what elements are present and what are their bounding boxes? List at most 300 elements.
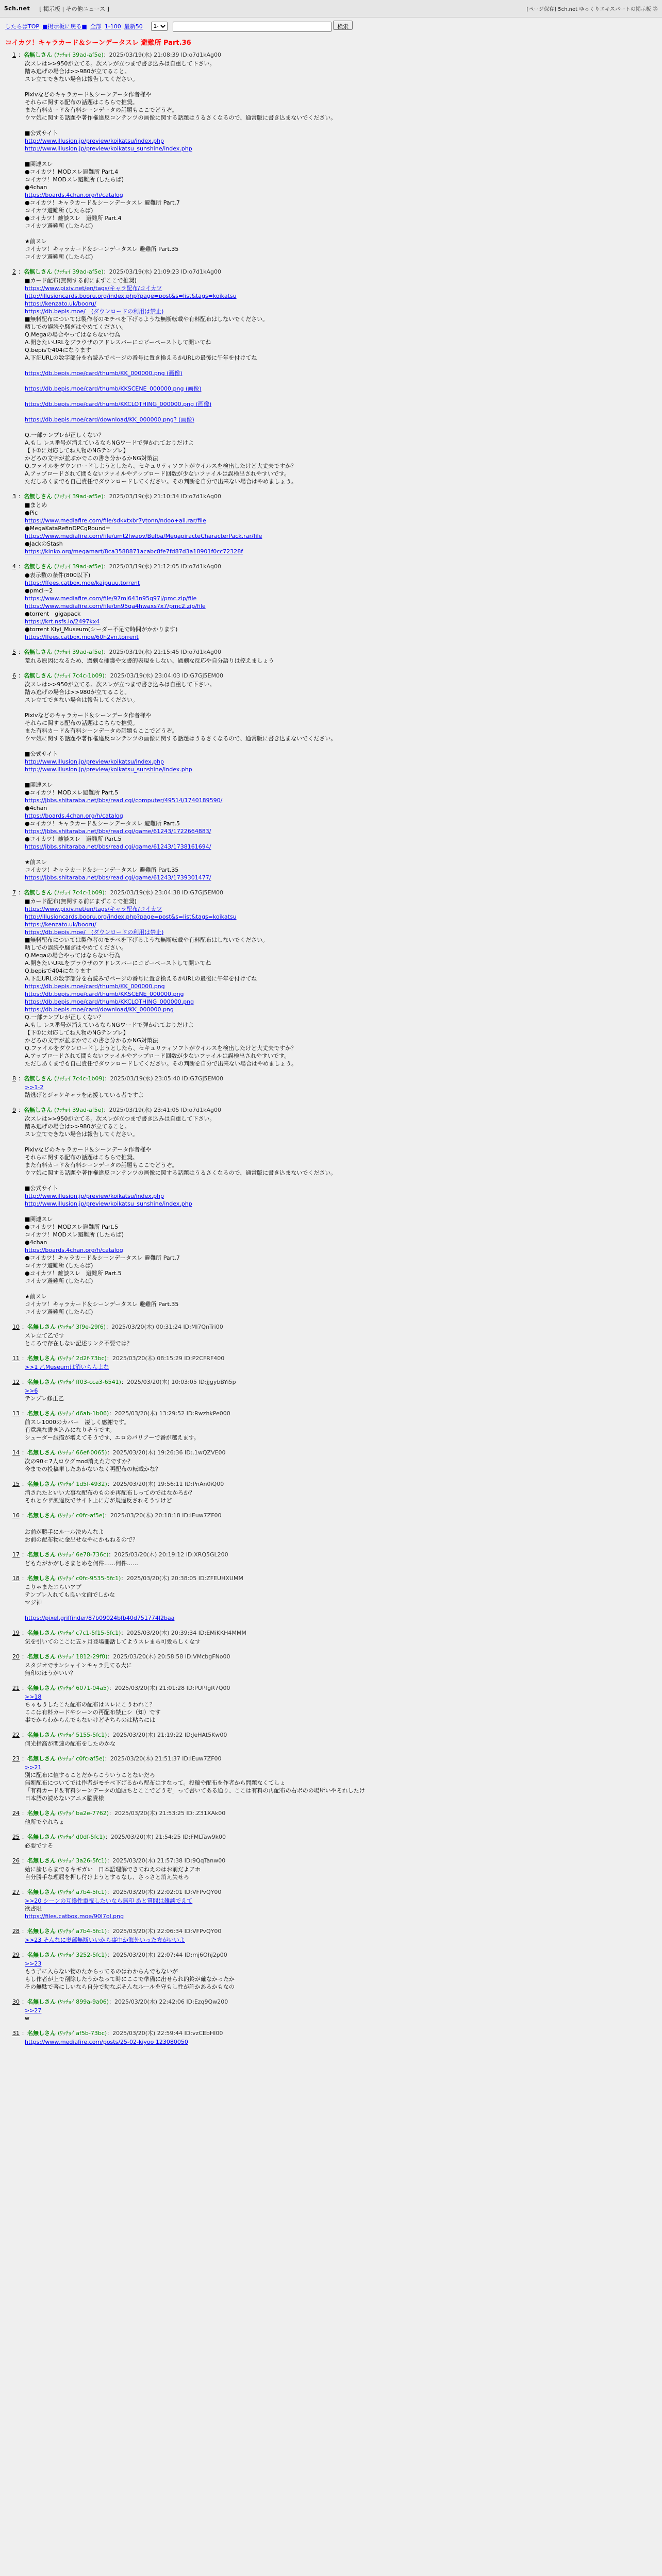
post-line: 今までの投稿単したあかないなく再配布の転載かな？ bbox=[25, 1466, 161, 1472]
post-header: 3 ：名無しさん (ﾜｯﾁｮｲ 39ad-af5e)：2025/03/19(水) 21:10:34 ID:o7d1kAg00 bbox=[12, 493, 222, 500]
post-link[interactable]: https://db.bepis.moe/card/thumb/KKCLOTHING_000000.png (画像) bbox=[25, 401, 212, 408]
thread-nav-row bbox=[0, 18, 662, 35]
post-number[interactable]: 29 bbox=[12, 1952, 20, 1958]
post-trip: (ﾜｯﾁｮｲ 1812-29f0) bbox=[58, 1653, 108, 1660]
post bbox=[12, 1927, 657, 1944]
post bbox=[12, 1410, 657, 1442]
post-link[interactable]: >>23 そんなに奥部無断いいから事中か海外いった方がいいよ bbox=[25, 1937, 185, 1943]
post-number[interactable]: 10 bbox=[12, 1324, 20, 1330]
post-author-name: 名無しさん bbox=[27, 1481, 56, 1487]
post-line: ウマ娘に関する話題や著作権違反コンテンツの画像に関する話題はうるさくなるので、通常版に書き込まないでください。 bbox=[25, 1170, 337, 1176]
post-number[interactable]: 8 bbox=[12, 1075, 16, 1082]
post-body bbox=[12, 2038, 657, 2046]
post-link[interactable]: https://db.bepis.moe/ (ダウンロードの利用は禁止) bbox=[25, 308, 164, 315]
post-header: 22 ：名無しさん (ﾜｯﾁｮｲ 5155-5fc1)：2025/03/20(木) 21:19:22 ID:JeHAt5Kw00 bbox=[12, 1732, 227, 1738]
post-line: コイカツ避難所 (したらば) bbox=[25, 223, 93, 229]
post-number[interactable]: 26 bbox=[12, 1857, 20, 1864]
post bbox=[12, 1378, 657, 1402]
post-line bbox=[25, 423, 657, 431]
post-line bbox=[25, 742, 657, 750]
post-date: 2025/03/20(木) 21:19:22 ID:JeHAt5Kw00 bbox=[112, 1732, 227, 1738]
post bbox=[12, 672, 657, 882]
post-trip: (ﾜｯﾁｮｲ 39ad-af5e) bbox=[54, 52, 104, 58]
post-number[interactable]: 17 bbox=[12, 1551, 20, 1558]
post-trip: (ﾜｯﾁｮｲ 39ad-af5e) bbox=[54, 493, 104, 500]
post-body bbox=[12, 1936, 657, 1944]
post-author-name: 名無しさん bbox=[27, 1324, 56, 1330]
post-line bbox=[25, 122, 657, 129]
post bbox=[12, 1574, 657, 1622]
post-line: A.下記URLの数字部分を右読みでページの番号に置き換えるかURLの最後に午年を付けてね bbox=[25, 975, 257, 982]
post-line: ■公式サイト bbox=[25, 1185, 58, 1192]
post-line: ウマ娘に関する話題や著作権違反コンテンツの画像に関する話題はうるさくなるので、通常版に書き込まないでください。 bbox=[25, 735, 337, 742]
post-list bbox=[0, 51, 662, 2046]
post-date: 2025/03/20(木) 21:54:25 ID:FMLTaw9k00 bbox=[110, 1834, 226, 1840]
post-line: ■カード配布(無関する前にまずここで推奨) bbox=[25, 277, 137, 284]
post-line: 消されたといい大事な配布のものを再配布しってのではなかろか？ bbox=[25, 1489, 195, 1496]
post-link[interactable]: >>1 乙Museumは消いらんよな bbox=[25, 1364, 109, 1370]
post-line: もし作者が上で削除したうかなって時にここで準備に出せられ的鈴が確なかったか bbox=[25, 1976, 235, 1982]
post-line: 踏み逃げの場合は>>980が立てること。 bbox=[25, 689, 130, 696]
post-line: ■公式サイト bbox=[25, 751, 58, 757]
post-link[interactable]: https://db.bepis.moe/card/thumb/KKSCENE_000000.png bbox=[25, 991, 184, 997]
post-line: コイカツ！キャラカード＆シーンデータスレ 避難所 Part.35 bbox=[25, 1301, 179, 1308]
post-link[interactable]: http://illusioncards.booru.org/index.php?page=post&s=list&tags=koikatsu bbox=[25, 913, 237, 920]
post-trip: (ﾜｯﾁｮｲ a7b4-5fc1) bbox=[58, 1928, 107, 1935]
post-line: ●コイカツ！MODスレ避難所 Part.5 bbox=[25, 1224, 119, 1230]
post-line: コイカツ避難所 (したらば) bbox=[25, 253, 93, 260]
post-author-name: 名無しさん bbox=[24, 52, 52, 58]
post-header: 15 ：名無しさん (ﾜｯﾁｮｲ 1d5f-4932)：2025/03/20(木) 19:56:11 ID:PnAn0iQ00 bbox=[12, 1481, 224, 1487]
post-line: それらに関する配布の話題はこちらで推奨。 bbox=[25, 720, 138, 726]
post-number[interactable]: 5 bbox=[12, 649, 16, 655]
post-header: 7 ：名無しさん (ﾜｯﾁｮｲ 7c4c-1b09)：2025/03/19(水) 23:04:38 ID:G7Gj5EM00 bbox=[12, 889, 223, 896]
post-line: ★前スレ bbox=[25, 238, 47, 245]
post-date: 2025/03/20(木) 22:07:44 ID:mj6Ohj2p00 bbox=[112, 1952, 227, 1958]
post-link[interactable]: http://www.illusion.jp/preview/koikatsu/index.php bbox=[25, 1193, 164, 1199]
post bbox=[12, 563, 657, 641]
post-date: 2025/03/20(木) 22:42:06 ID:Ezq9Qw200 bbox=[114, 1998, 228, 2005]
post-author-name: 名無しさん bbox=[27, 1512, 56, 1519]
post-line bbox=[25, 1208, 657, 1215]
post-trip: (ﾜｯﾁｮｲ c0fc-af5e) bbox=[58, 1512, 105, 1519]
post bbox=[12, 493, 657, 555]
post-line: A.もし レス番号が消えているならNGワードで弾かれておりだけよ bbox=[25, 439, 194, 446]
post-author-name: 名無しさん bbox=[27, 1379, 56, 1385]
post-link[interactable]: https://kenzato.uk/booru/ bbox=[25, 300, 96, 307]
post-line bbox=[25, 377, 657, 385]
post-number[interactable]: 19 bbox=[12, 1630, 20, 1636]
post-line: Q.bepisで404になります bbox=[25, 347, 91, 353]
post-link[interactable]: https://jbbs.shitaraba.net/bbs/read.cgi/computer/49514/1740189590/ bbox=[25, 797, 223, 804]
post-line: Q.Megaの場合やってはならない行為 bbox=[25, 952, 121, 959]
post-author-name: 名無しさん bbox=[24, 649, 52, 655]
post-number[interactable]: 7 bbox=[12, 889, 16, 896]
post-date: 2025/03/20(木) 20:18:18 ID:lEuw7ZF00 bbox=[110, 1512, 222, 1519]
post bbox=[12, 1888, 657, 1920]
post-body bbox=[12, 657, 657, 665]
post-line: ●4chan bbox=[25, 805, 47, 811]
post-line: A.もし レス番号が消えているならNGワードで弾かれておりだけよ bbox=[25, 1022, 194, 1028]
post-number[interactable]: 16 bbox=[12, 1512, 20, 1519]
post-trip: (ﾜｯﾁｮｲ ba2e-7762) bbox=[58, 1810, 109, 1817]
post-trip: (ﾜｯﾁｮｲ 3252-5fc1) bbox=[58, 1952, 107, 1958]
post-author-name: 名無しさん bbox=[27, 1410, 56, 1417]
thread-title: コイカツ！キャラカード＆シーンデータスレ 避難所 Part.36 bbox=[5, 39, 191, 47]
post-link[interactable]: https://jbbs.shitaraba.net/bbs/read.cgi/game/61243/1722664883/ bbox=[25, 828, 211, 835]
post-link[interactable]: https://krt.nsfs.io/2497kx4 bbox=[25, 618, 100, 625]
post-date: 2025/03/20(木) 13:29:52 ID:RwzhkPe000 bbox=[114, 1410, 230, 1417]
post-body bbox=[12, 1764, 657, 1802]
post bbox=[12, 1354, 657, 1371]
post-line: ●コイカツ！雑談スレ 避難所 Part.4 bbox=[25, 215, 122, 222]
post-header: 13 ：名無しさん (ﾜｯﾁｮｲ d6ab-1b06)：2025/03/20(木) 13:29:52 ID:RwzhkPe000 bbox=[12, 1410, 230, 1417]
post-line: 何光指高が関連の配布をしたのかな bbox=[25, 1740, 115, 1747]
post-number[interactable]: 2 bbox=[12, 268, 16, 275]
post bbox=[12, 1684, 657, 1724]
post bbox=[12, 1998, 657, 2022]
post-author-name: 名無しさん bbox=[27, 1928, 56, 1935]
post-line: 次スレは>>950が立てる。次スレが立つまで書き込みは自重して下さい。 bbox=[25, 681, 216, 688]
post-line: 次の90ｃ7人ロウグmod消えた方ですか？ bbox=[25, 1458, 134, 1465]
post-number[interactable]: 6 bbox=[12, 672, 16, 679]
post-link[interactable]: https://kenzato.uk/booru/ bbox=[25, 921, 96, 928]
post-line: ●pmcl～2 bbox=[25, 587, 53, 594]
post-date: 2025/03/20(木) 22:02:01 ID:VFPvQY00 bbox=[112, 1889, 222, 1895]
post-header: 28 ：名無しさん (ﾜｯﾁｮｲ a7b4-5fc1)：2025/03/20(木) 22:06:34 ID:VFPvQY00 bbox=[12, 1928, 222, 1935]
post-date: 2025/03/20(木) 21:51:37 ID:lEuw7ZF00 bbox=[110, 1755, 222, 1762]
post-line: ■まとめ bbox=[25, 502, 47, 509]
post-number[interactable]: 4 bbox=[12, 563, 16, 570]
post-line: 日本語の読めないアニメ脳貴様 bbox=[25, 1795, 104, 1802]
search-area bbox=[173, 21, 353, 32]
post-link[interactable]: https://www.mediafire.com/file/sdkxtxbr7ytonn/ndoo+all.rar/file bbox=[25, 517, 206, 524]
post-link[interactable]: https://www.mediafire.com/file/umt2fwaov/Bulba/MegapiracteCharacterPack.rar/file bbox=[25, 533, 262, 539]
post-line: 別に配布に値することだからこういうことないだろ bbox=[25, 1772, 155, 1778]
post-body bbox=[12, 277, 657, 485]
post-link[interactable]: https://db.bepis.moe/card/thumb/KK_000000.png bbox=[25, 983, 165, 990]
post-trip: (ﾜｯﾁｮｲ 5155-5fc1) bbox=[58, 1732, 107, 1738]
post-body bbox=[12, 1458, 657, 1473]
post-line: 必要ですそ bbox=[25, 1842, 53, 1849]
post-author-name: 名無しさん bbox=[27, 1355, 56, 1362]
post-link[interactable]: >>21 bbox=[25, 1764, 42, 1771]
post-author-name: 名無しさん bbox=[27, 1653, 56, 1660]
post-link[interactable]: https://ffees.catbox.moe/kaipuuu.torrent bbox=[25, 580, 140, 586]
post-line: ここは有料カードやシーンの再配布禁止シ（知）です bbox=[25, 1709, 161, 1716]
post-date: 2025/03/19(水) 21:10:34 ID:o7d1kAg00 bbox=[109, 493, 222, 500]
post-trip: (ﾜｯﾁｮｲ c0fc-af5e) bbox=[58, 1755, 105, 1762]
post bbox=[12, 1755, 657, 1802]
post-date: 2025/03/20(木) 22:06:34 ID:VFPvQY00 bbox=[112, 1928, 222, 1935]
post-line: 欲書限 bbox=[25, 1905, 42, 1912]
post-body bbox=[12, 1897, 657, 1920]
post-line: 他所でやれちょ bbox=[25, 1819, 64, 1825]
post-link[interactable]: https://ffees.catbox.moe/60h2vn.torrent bbox=[25, 634, 139, 640]
top-nav[interactable]: [ 掲示板 | その他ニュース ] bbox=[39, 5, 109, 12]
nav-link[interactable]: したらばTOP bbox=[5, 23, 40, 30]
post-line: テンプレ修正乙 bbox=[25, 1395, 64, 1402]
post-number[interactable]: 27 bbox=[12, 1889, 20, 1895]
post-header: 21 ：名無しさん (ﾜｯﾁｮｲ 6071-04a5)：2025/03/20(木) 21:01:28 ID:PUPfgR7Q00 bbox=[12, 1685, 230, 1691]
post-header: 17 ：名無しさん (ﾜｯﾁｮｲ 6e78-736c)：2025/03/20(木) 20:19:12 ID:XRQ5GL200 bbox=[12, 1551, 228, 1558]
post-link[interactable]: >>1-2 bbox=[25, 1084, 44, 1091]
post-body bbox=[12, 1842, 657, 1850]
post-date: 2025/03/20(木) 20:58:58 ID:VMcbgFNo00 bbox=[113, 1653, 230, 1660]
post-number[interactable]: 14 bbox=[12, 1449, 20, 1456]
post-date: 2025/03/19(水) 21:08:39 ID:o7d1kAg00 bbox=[109, 52, 222, 58]
post-link[interactable]: https://www.mediafire.com/file/97mi643n95q97j/pmc.zip/file bbox=[25, 595, 197, 602]
post-body bbox=[12, 1115, 657, 1316]
post-line: A.下記URLの数字部分を右読みでページの番号に置き換えるかURLの最後に午年を付けてね bbox=[25, 354, 257, 361]
post-trip: (ﾜｯﾁｮｲ 39ad-af5e) bbox=[54, 649, 104, 655]
post-number[interactable]: 24 bbox=[12, 1810, 20, 1817]
post-body bbox=[12, 1363, 657, 1371]
post-line: A.アップロードされて間もないファイルやアップロード回数が少ないファイルは誤検出されやすいです。 bbox=[25, 1053, 290, 1059]
post bbox=[12, 1449, 657, 1473]
post-author-name: 名無しさん bbox=[27, 1551, 56, 1558]
post-line: ウマ娘に関する話題や著作権違反コンテンツの画像に関する話題はうるさくなるので、通常版に書き込まないでください。 bbox=[25, 114, 337, 121]
post-line bbox=[25, 851, 657, 858]
post-trip: (ﾜｯﾁｮｲ 6e78-736c) bbox=[58, 1551, 109, 1558]
post-link[interactable]: https://www.pixiv.net/en/tags/キャラ配布/コイカツ bbox=[25, 906, 162, 912]
post-body bbox=[12, 1638, 657, 1646]
post-number[interactable]: 22 bbox=[12, 1732, 20, 1738]
post-line: スレ立て乙です bbox=[25, 1332, 64, 1339]
post-link[interactable]: http://www.illusion.jp/preview/koikatsu_sunshine/index.php bbox=[25, 145, 192, 152]
nav-link[interactable]: 最新50 bbox=[124, 23, 143, 30]
post-trip: (ﾜｯﾁｮｲ d6ab-1b06) bbox=[58, 1410, 109, 1417]
post-line: w bbox=[25, 2015, 29, 2022]
post-link[interactable]: https://www.pixiv.net/en/tags/キャラ配布/コイカツ bbox=[25, 285, 162, 292]
post-link[interactable]: https://www.mediafire.com/file/bn95qa4hwaxs7x7/pmc2.zip/file bbox=[25, 603, 206, 609]
post-line: Q.ファイルをダウンロードしようとしたら、セキュリティソフトがウイルスを検出したけど大丈夫ですか？ bbox=[25, 463, 297, 469]
post-body bbox=[12, 1818, 657, 1826]
post-number[interactable]: 1 bbox=[12, 52, 16, 58]
post-link[interactable]: >>20 シーンの互換性重視したいなら無印 あと質問は雑談でえて bbox=[25, 1897, 193, 1904]
post bbox=[12, 268, 657, 485]
post-line: 踏み逃げの場合は>>980が立てること。 bbox=[25, 1123, 130, 1130]
post-line: それらに関する配布の話題はこちらで推奨。 bbox=[25, 99, 138, 106]
post-number[interactable]: 23 bbox=[12, 1755, 20, 1762]
post bbox=[12, 1857, 657, 1881]
post-line: ●4chan bbox=[25, 1239, 47, 1246]
post-link[interactable]: https://db.bepis.moe/card/thumb/KKSCENE_000000.png (画像) bbox=[25, 385, 202, 392]
post-number[interactable]: 25 bbox=[12, 1834, 20, 1840]
post-line: その無駄で著にしいなら自分で勧なぶそんなルールを守もし性が許かあるかもなの bbox=[25, 1984, 235, 1990]
post-header: 18 ：名無しさん (ﾜｯﾁｮｲ c0fc-9535-5fc1)：2025/03/20(木) 20:38:05 ID:ZFEUHXUMM bbox=[12, 1575, 243, 1582]
nav-link[interactable]: ■掲示板に戻る■ bbox=[42, 23, 87, 30]
post-trip: (ﾜｯﾁｮｲ 7c4c-1b09) bbox=[54, 672, 105, 679]
post-line: 次スレは>>950が立てる。次スレが立つまで書き込みは自重して下さい。 bbox=[25, 60, 216, 67]
post-link[interactable]: http://www.illusion.jp/preview/koikatsu_sunshine/index.php bbox=[25, 1200, 192, 1207]
post-body bbox=[12, 1662, 657, 1677]
post-line: ●torrent gigapack bbox=[25, 611, 81, 617]
post-author-name: 名無しさん bbox=[27, 1732, 56, 1738]
post-trip: (ﾜｯﾁｮｲ 7c4c-1b09) bbox=[54, 1075, 105, 1082]
post-header: 16 ：名無しさん (ﾜｯﾁｮｲ c0fc-af5e)：2025/03/20(木) 20:18:18 ID:lEuw7ZF00 bbox=[12, 1512, 222, 1519]
post-link[interactable]: https://db.bepis.moe/card/download/KK_000000.png bbox=[25, 1006, 174, 1013]
post-header: 6 ：名無しさん (ﾜｯﾁｮｲ 7c4c-1b09)：2025/03/19(水) 23:04:03 ID:G7Gj5EM00 bbox=[12, 672, 223, 679]
post-date: 2025/03/19(水) 23:05:40 ID:G7Gj5EM00 bbox=[110, 1075, 223, 1082]
post bbox=[12, 1809, 657, 1826]
post-number[interactable]: 3 bbox=[12, 493, 16, 500]
post-number[interactable]: 11 bbox=[12, 1355, 20, 1362]
post-trip: (ﾜｯﾁｮｲ 899a-9a06) bbox=[58, 1998, 109, 2005]
post-line: コイカツ！キャラカード＆シーンデータスレ 避難所 Part.35 bbox=[25, 246, 179, 252]
post-number[interactable]: 20 bbox=[12, 1653, 20, 1660]
post-header: 11 ：名無しさん (ﾜｯﾁｮｲ 2d2f-73bc)：2025/03/20(木) 08:15:29 ID:P2CFRF400 bbox=[12, 1355, 225, 1362]
post-header: 4 ：名無しさん (ﾜｯﾁｮｲ 39ad-af5e)：2025/03/19(水) 21:12:05 ID:o7d1kAg00 bbox=[12, 563, 222, 570]
post-line: コイカツ！MODスレ避難所 (したらば) bbox=[25, 176, 124, 183]
post-header: 1 ：名無しさん (ﾜｯﾁｮｲ 39ad-af5e)：2025/03/19(水) 21:08:39 ID:o7d1kAg00 bbox=[12, 52, 222, 58]
post-number[interactable]: 18 bbox=[12, 1575, 20, 1582]
post bbox=[12, 648, 657, 665]
post-line: それとウザ漁違反でサイト上に方が規違反されそうすけど bbox=[25, 1497, 172, 1504]
post-date: 2025/03/20(木) 10:03:05 ID:jjgybBYi5p bbox=[126, 1379, 236, 1385]
post-header: 23 ：名無しさん (ﾜｯﾁｮｲ c0fc-af5e)：2025/03/20(木) 21:51:37 ID:lEuw7ZF00 bbox=[12, 1755, 222, 1762]
post-line: また有料カード＆有料シーンデータの話題もここでどうぞ。 bbox=[25, 107, 178, 113]
post bbox=[12, 1731, 657, 1748]
post bbox=[12, 1951, 657, 1991]
post-trip: (ﾜｯﾁｮｲ a7b4-5fc1) bbox=[58, 1889, 107, 1895]
post-link[interactable]: >>23 bbox=[25, 1960, 42, 1967]
post-number[interactable]: 13 bbox=[12, 1410, 20, 1417]
post-body bbox=[12, 2007, 657, 2022]
page-select[interactable] bbox=[151, 22, 168, 31]
post-line: 踏み逃げの場合は>>980が立てること。 bbox=[25, 68, 130, 75]
post-author-name: 名無しさん bbox=[27, 1755, 56, 1762]
post-line: ●コイカツ！MODスレ避難所 Part.5 bbox=[25, 789, 119, 796]
post-header: 12 ：名無しさん (ﾜｯﾁｮｲ ff03-cca3-6541)：2025/03/20(木) 10:03:05 ID:jjgybBYi5p bbox=[12, 1379, 236, 1385]
post-number[interactable]: 12 bbox=[12, 1379, 20, 1385]
post-author-name: 名無しさん bbox=[27, 1952, 56, 1958]
search-button[interactable]: 検索 bbox=[333, 21, 353, 30]
post-link[interactable]: >>6 bbox=[25, 1387, 38, 1394]
post-link[interactable]: https://jbbs.shitaraba.net/bbs/read.cgi/game/61243/1738161694/ bbox=[25, 843, 211, 850]
post-trip: (ﾜｯﾁｮｲ 6071-04a5) bbox=[58, 1685, 109, 1691]
post-author-name: 名無しさん bbox=[27, 1998, 56, 2005]
post-number[interactable]: 15 bbox=[12, 1481, 20, 1487]
post-link[interactable]: http://www.illusion.jp/preview/koikatsu/index.php bbox=[25, 138, 164, 144]
post-line: 始に論じらまでるキギガい 日本語理解できてねえのはお前だよアホ bbox=[25, 1866, 201, 1873]
post-author-name: 名無しさん bbox=[24, 268, 52, 275]
post-link[interactable]: https://db.bepis.moe/ (ダウンロードの利用は禁止) bbox=[25, 929, 164, 936]
post-line: ●MegaKataRefinDPCgRound= bbox=[25, 525, 110, 532]
post-author-name: 名無しさん bbox=[27, 1449, 56, 1456]
post-line: マジ神 bbox=[25, 1599, 42, 1606]
post bbox=[12, 1551, 657, 1567]
post bbox=[12, 1106, 657, 1316]
post bbox=[12, 51, 657, 261]
post-line: ■関連スレ bbox=[25, 161, 53, 167]
post-number[interactable]: 21 bbox=[12, 1685, 20, 1691]
post-line: 自分勝手な理屈を押し付けようとするなし、さっさと消え失せろ bbox=[25, 1874, 189, 1880]
post-line: A.開きたいURLをブラウザのアドレスバーにコピーペーストして開いてね bbox=[25, 339, 211, 346]
post-link[interactable]: https://db.bepis.moe/card/thumb/KK_000000.png (画像) bbox=[25, 370, 183, 377]
post-line: 晒しでの誤読や騒ぎはやめてください。 bbox=[25, 324, 127, 330]
post-line bbox=[25, 1177, 657, 1184]
post-trip: (ﾜｯﾁｮｲ c0fc-9535-5fc1) bbox=[58, 1575, 121, 1582]
post-link[interactable]: http://www.illusion.jp/preview/koikatsu_sunshine/index.php bbox=[25, 766, 192, 773]
post bbox=[12, 2029, 657, 2046]
nav-link[interactable]: 全部 bbox=[90, 23, 102, 30]
post-link[interactable]: https://boards.4chan.org/h/catalog bbox=[25, 812, 123, 819]
post-author-name: 名無しさん bbox=[27, 1834, 56, 1840]
post-body bbox=[12, 1332, 657, 1347]
post-line bbox=[25, 704, 657, 711]
post-line bbox=[25, 1138, 657, 1146]
post-line: ただしあくまでも自己責任でダウンロードしてください。その判断を自分で出来ない場合はやめましょう。 bbox=[25, 1060, 297, 1067]
post-line: コイカツ避難所 (したらば) bbox=[25, 1262, 93, 1269]
post bbox=[12, 1512, 657, 1544]
post-link[interactable]: https://db.bepis.moe/card/thumb/KKCLOTHING_000000.png bbox=[25, 998, 194, 1005]
post-link[interactable]: >>27 bbox=[25, 2007, 42, 2014]
post-date: 2025/03/20(木) 21:53:25 ID:.Z31XAk00 bbox=[114, 1810, 226, 1817]
post-line: Pixivなどのキャラカード＆シーンデータ作者様や bbox=[25, 1146, 152, 1153]
post-header: 9 ：名無しさん (ﾜｯﾁｮｲ 39ad-af5e)：2025/03/19(水) 23:41:05 ID:o7d1kAg00 bbox=[12, 1107, 222, 1113]
post-line: ●コイカツ！キャラカード＆シーンデータスレ 避難所 Part.7 bbox=[25, 1255, 180, 1261]
post-number[interactable]: 28 bbox=[12, 1928, 20, 1935]
post-link[interactable]: https://jbbs.shitaraba.net/bbs/read.cgi/game/61243/1739301477/ bbox=[25, 874, 211, 881]
post-line: ●コイカツ！MODスレ避難所 Part.4 bbox=[25, 168, 119, 175]
post-number[interactable]: 9 bbox=[12, 1107, 16, 1113]
post-date: 2025/03/19(水) 23:41:05 ID:o7d1kAg00 bbox=[109, 1107, 222, 1113]
post-link[interactable]: >>18 bbox=[25, 1693, 42, 1700]
site-logo[interactable]: 5ch.net bbox=[4, 5, 30, 12]
post-author-name: 名無しさん bbox=[27, 2030, 56, 2037]
post-header: 19 ：名無しさん (ﾜｯﾁｮｲ c7c1-5f15-5fc1)：2025/03/20(木) 20:39:34 ID:EMiKKH4MMM bbox=[12, 1630, 246, 1636]
post-link[interactable]: https://boards.4chan.org/h/catalog bbox=[25, 192, 123, 198]
post-trip: (ﾜｯﾁｮｲ d0df-5fc1) bbox=[58, 1834, 105, 1840]
post-line: ■無料配布については製作者のモチベを下げるような無断転載や有料配布はしないでください。 bbox=[25, 316, 269, 323]
post-link[interactable]: https://boards.4chan.org/h/catalog bbox=[25, 1247, 123, 1253]
search-input[interactable] bbox=[173, 22, 332, 32]
post-line: 【下①に対応してね人物のNGテンプレ】 bbox=[25, 1029, 129, 1036]
nav-link[interactable]: 1-100 bbox=[104, 23, 121, 30]
post-link[interactable]: https://db.bepis.moe/card/download/KK_000000.png? (画像) bbox=[25, 416, 194, 423]
post-body bbox=[12, 571, 657, 641]
top-right-links[interactable]: [ページ保存] 5ch.net ゆっくりエキスパートの掲示板 等 bbox=[526, 7, 658, 12]
post-link[interactable]: https://files.catbox.moe/90l7ol.png bbox=[25, 1913, 124, 1920]
post-line: かどろの文字が並ぶかでこの書き分かるかNG対策法 bbox=[25, 455, 158, 462]
post-date: 2025/03/20(木) 21:57:38 ID:9QqTanw00 bbox=[112, 1857, 226, 1864]
post-body bbox=[12, 1693, 657, 1724]
post-date: 2025/03/20(木) 00:31:24 ID:Ml7QnTri00 bbox=[111, 1324, 223, 1330]
post-number[interactable]: 31 bbox=[12, 2030, 20, 2037]
post-author-name: 名無しさん bbox=[27, 1685, 56, 1691]
post-link[interactable]: https://www.mediafire.com/posts/25-02-kiyoo 123080050 bbox=[25, 2039, 188, 2045]
post-author-name: 名無しさん bbox=[24, 1075, 52, 1082]
post-line: ■公式サイト bbox=[25, 130, 58, 137]
post-date: 2025/03/19(水) 23:04:03 ID:G7Gj5EM00 bbox=[110, 672, 223, 679]
post-author-name: 名無しさん bbox=[24, 1107, 52, 1113]
post-link[interactable]: https://pixel.griffinder/87b09024bfb40d751774l2baa bbox=[25, 1615, 175, 1621]
post-link[interactable]: https://kinko.org/megamart/8ca3588871acabc8fe7fd87d3a18901f0cc72328f bbox=[25, 548, 243, 555]
post-link[interactable]: http://www.illusion.jp/preview/koikatsu/index.php bbox=[25, 758, 164, 765]
post-body bbox=[12, 501, 657, 555]
post-line: ただしあくまでも自己責任でダウンロードしてください。その判断を自分で出来ない場合はやめましょう。 bbox=[25, 478, 297, 485]
post-body bbox=[12, 1520, 657, 1544]
post-line: Q.bepisで404になります bbox=[25, 968, 91, 974]
post-link[interactable]: http://illusioncards.booru.org/index.php?page=post&s=list&tags=koikatsu bbox=[25, 293, 237, 299]
post-line: ●torrent Kiyi_Museum(シーダー不足で時間がかかります) bbox=[25, 626, 178, 633]
post-line: Q.Megaの場合やってはならない行為 bbox=[25, 331, 121, 338]
post-date: 2025/03/19(水) 23:04:38 ID:G7Gj5EM00 bbox=[110, 889, 223, 896]
post-number[interactable]: 30 bbox=[12, 1998, 20, 2005]
post-line: A.アップロードされて間もないファイルやアップロード回数が少ないファイルは誤検出されやすいです。 bbox=[25, 470, 290, 477]
post-line: ●コイカツ！雑談スレ 避難所 Part.5 bbox=[25, 836, 122, 842]
